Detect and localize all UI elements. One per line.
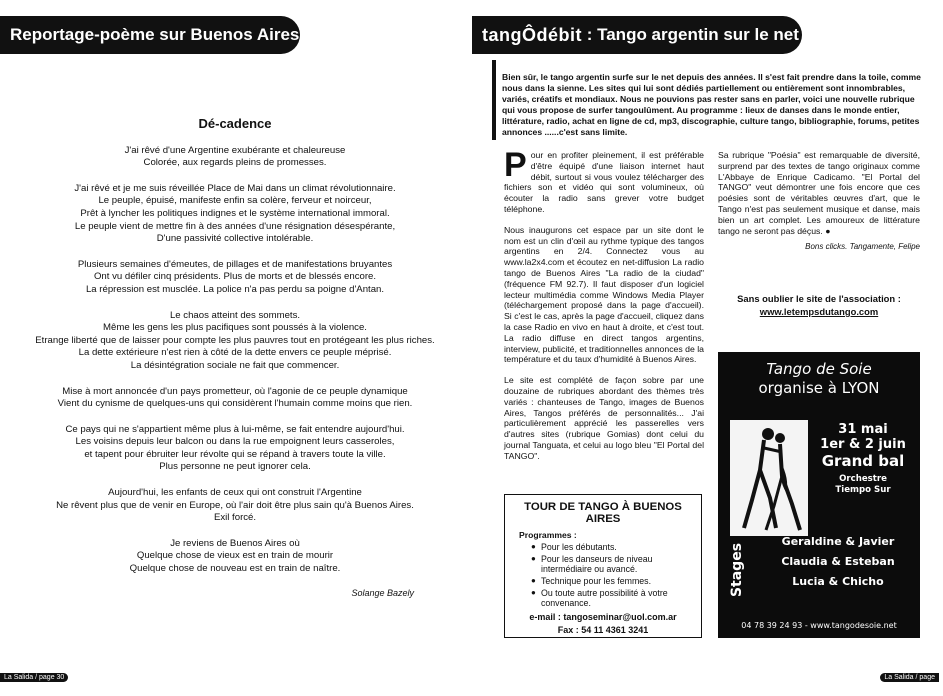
poem-line: Ont vu défiler cinq présidents. Plus de morts et de blessés encore.	[93, 271, 377, 283]
poem-line: Ce pays qui ne s'appartient même plus à lui-même, se fait entendre aujourd'hui.	[65, 423, 405, 435]
poem-stanza	[20, 386, 450, 411]
right-header-title: : Tango argentin sur le net	[582, 25, 799, 44]
ad-orchestra-label: Orchestre	[839, 474, 887, 484]
article-signature: Bons clicks. Tangamente, Felipe	[805, 242, 920, 252]
poem-line: Vient du cynisme de quelques-uns qui considèrent l'humain comme moins que rien.	[57, 398, 413, 410]
dancers-illustration-icon	[730, 420, 808, 536]
dropcap: P	[504, 146, 527, 184]
poem-stanza	[20, 183, 450, 246]
tango-de-soie-ad	[718, 352, 920, 638]
tour-box	[504, 494, 702, 638]
poem-line: Quelque chose de nouveau est en train de naître.	[129, 563, 341, 575]
ad-teachers	[758, 532, 918, 592]
tour-subtitle: Programmes :	[519, 530, 577, 540]
poem	[20, 118, 450, 589]
poem-stanzas	[20, 145, 450, 576]
intro-bar	[492, 60, 496, 140]
poem-line: Ne rêvent plus que de venir en Europe, où l'air doit être plus sain qu'à Buenos Aires.	[56, 499, 414, 511]
poem-line: Prêt à lyncher les politiques indignes et le système international immoral.	[80, 207, 390, 219]
ad-event: Grand bal	[821, 452, 905, 470]
poem-line: Même les gens les plus pacifiques sont poussés à la violence.	[103, 322, 367, 334]
poem-line: Exil forcé.	[213, 512, 257, 524]
poem-line: Je reviens de Buenos Aires où	[170, 537, 300, 549]
tangodebit-logo: tangÔdébit	[482, 24, 582, 45]
left-page-header: Reportage-poème sur Buenos Aires	[0, 16, 300, 54]
poem-line: Les voisins depuis leur balcon ou dans la rue empoignent leurs casseroles,	[75, 436, 395, 448]
poem-line: Etrange liberté que de laisser pour compte les plus pauvres tout en protégeant les plus riches.	[35, 334, 435, 346]
article-column-2	[718, 150, 920, 253]
poem-title: Dé-cadence	[198, 116, 272, 131]
paragraph-1-text: our en profiter pleinement, il est préférable d'être équipé d'une liaison internet haut débit, surtout si vous voulez télécharger des fichiers son et vidéo qui sont volumineux, où écouter la radio sans grever votre budget téléphone.	[504, 150, 704, 214]
association-link[interactable]: www.letempsdutango.com	[759, 306, 879, 317]
poem-stanza	[20, 538, 450, 576]
association-block	[718, 292, 920, 318]
list-item: ● Pour les débutants.	[531, 542, 693, 552]
poem-author: Solange Bazely	[351, 588, 414, 598]
ad-title: Tango de Soie	[766, 360, 872, 378]
paragraph-2: Nous inaugurons cet espace par un site dont le nom est un clin d'œil au rythme typique des tangos argentins en 2/4. Connectez vous au www.la2x4.com et écoutez en net-diffusion La radio tango de Buenos Aires "La radio de la ciudad" (fréquence FM 92.7). Il faut disposer d'un logiciel lecteur multimédia comme Windows Media Player (téléchargement proposé dans la page d'accueil). Si c'est le cas, après la page d'accueil, cliquez dans la case Radio en vivo en haut à droite, et c'est tout. La radio diffuse en direct tangos argentins, interview, publicité, et traditionnelles annonces de la température et du taux d'humidité à Buenos Aires.	[504, 224, 704, 365]
ad-date-2: 1er & 2 juin	[820, 437, 906, 452]
poem-line: La dette extérieure n'est rien à côté de la dette envers ce peuple méprisé.	[78, 347, 392, 359]
poem-line: Quelque chose de vieux est en train de mourir	[136, 550, 334, 562]
poem-line: Plus personne ne peut ignorer cela.	[159, 461, 311, 473]
poem-line: Colorée, aux regards pleins de promesses.	[143, 157, 327, 169]
list-item: ● Technique pour les femmes.	[531, 576, 693, 586]
poem-line: Plusieurs semaines d'émeutes, de pillages et de manifestations bruyantes	[77, 258, 393, 270]
paragraph-4: Sa rubrique "Poésia" est remarquable de diversité, surprend par des textes de tango originaux comme L'Abbaye de Enrique Cadicamo. "El Portal del TANGO" veut démontrer une fois encore que ces poésies sont de véritables œuvres d'art, que le Tango n'est pas seulement musique et danse, mais bien un art complet. Les amoureux de littérature tango ne seront pas déçus. ●	[718, 150, 920, 236]
poem-stanza	[20, 310, 450, 373]
ad-orchestra	[810, 474, 916, 496]
ad-dates	[810, 422, 916, 496]
article-column-1	[504, 146, 704, 472]
tour-title: TOUR DE TANGO À BUENOS AIRES	[524, 501, 682, 525]
poem-line: Mise à mort annoncée d'un pays prometteur, où l'agonie de ce peuple dynamique	[62, 385, 408, 397]
ad-subtitle: organise à LYON	[758, 379, 880, 397]
tour-email[interactable]: e-mail : tangoseminar@uol.com.ar	[529, 612, 677, 622]
poem-stanza	[20, 145, 450, 170]
poem-line: et tapent pour ébruiter leur révolte qui se répand à travers toute la ville.	[84, 448, 386, 460]
poem-line: J'ai rêvé d'une Argentine exubérante et chaleureuse	[124, 144, 346, 156]
list-item: ● Pour les danseurs de niveau intermédiaire ou avancé.	[531, 554, 693, 574]
ad-stages	[728, 532, 754, 612]
ad-date-1: 31 mai	[838, 422, 888, 437]
teacher-pair: Lucia & Chicho	[792, 575, 884, 588]
poem-line: Aujourd'hui, les enfants de ceux qui ont construit l'Argentine	[108, 487, 362, 499]
poem-line: J'ai rêvé et je me suis réveillée Place de Mai dans un climat révolutionnaire.	[74, 182, 396, 194]
list-item: ● Ou toute autre possibilité à votre convenance.	[531, 588, 693, 608]
ad-stages-label: Stages	[729, 542, 746, 598]
ad-contact: 04 78 39 24 93 - www.tangodesoie.net	[741, 621, 897, 630]
poem-line: D'une passivité collective intolérable.	[156, 233, 314, 245]
paragraph-1	[504, 146, 704, 215]
tour-programme-list	[531, 542, 693, 608]
poem-stanza	[20, 259, 450, 297]
teacher-pair: Geraldine & Javier	[781, 535, 895, 548]
poem-line: Le peuple, épuisé, manifeste enfin sa colère, ferveur et noirceur,	[98, 195, 372, 207]
teacher-pair: Claudia & Esteban	[781, 555, 895, 568]
right-page-footer: La Salida / page	[880, 673, 939, 682]
intro-paragraph: Bien sûr, le tango argentin surfe sur le net depuis des années. Il s'est fait prendre dans la toile, comme nous dans la sienne. Les sites qui lui sont dédiés partiellement ou entièrement sont innombrables, variés, créatifs et mondiaux. Nous ne pouvions pas rester sans en parler, voici une nouvelle rubrique qui vous propose de surfer tangoulûment. Au programme : lieux de danses dans le monde entier, littérature, radio, achat en ligne de cd, mp3, discographie, culture tango, bibliographie, forums, petites annonces ......c'est sans limite.	[502, 72, 921, 137]
tour-contact	[513, 611, 693, 637]
poem-line: La répression est musclée. La police n'a pas perdu sa poigne d'Antan.	[85, 283, 385, 295]
poem-line: La désintégration sociale ne fait que commencer.	[130, 359, 340, 371]
association-line: Sans oublier le site de l'association :	[737, 293, 901, 304]
right-page-header	[472, 16, 802, 54]
poem-line: Le peuple vient de mettre fin à des années d'une résignation désespérante,	[74, 220, 396, 232]
ad-orchestra-name: Tiempo Sur	[835, 485, 891, 495]
left-page	[0, 0, 470, 696]
poem-stanza	[20, 424, 450, 474]
right-page	[472, 0, 943, 696]
poem-stanza	[20, 487, 450, 525]
tour-fax: Fax : 54 11 4361 3241	[557, 625, 649, 635]
left-page-footer: La Salida / page 30	[0, 673, 68, 682]
poem-line: Le chaos atteint des sommets.	[169, 309, 301, 321]
paragraph-3: Le site est complété de façon sobre par une douzaine de rubriques abordant des thèmes très variés : chanteuses de Tango, images de Buenos Aires, Tangos préférés de personnalités... J'ai particulièrement apprécié les passerelles vers d'autres sites (rubrique Gomias) dont celui du journal Tanguata, et celui au logo bleu "El Portal del TANGO".	[504, 375, 704, 461]
